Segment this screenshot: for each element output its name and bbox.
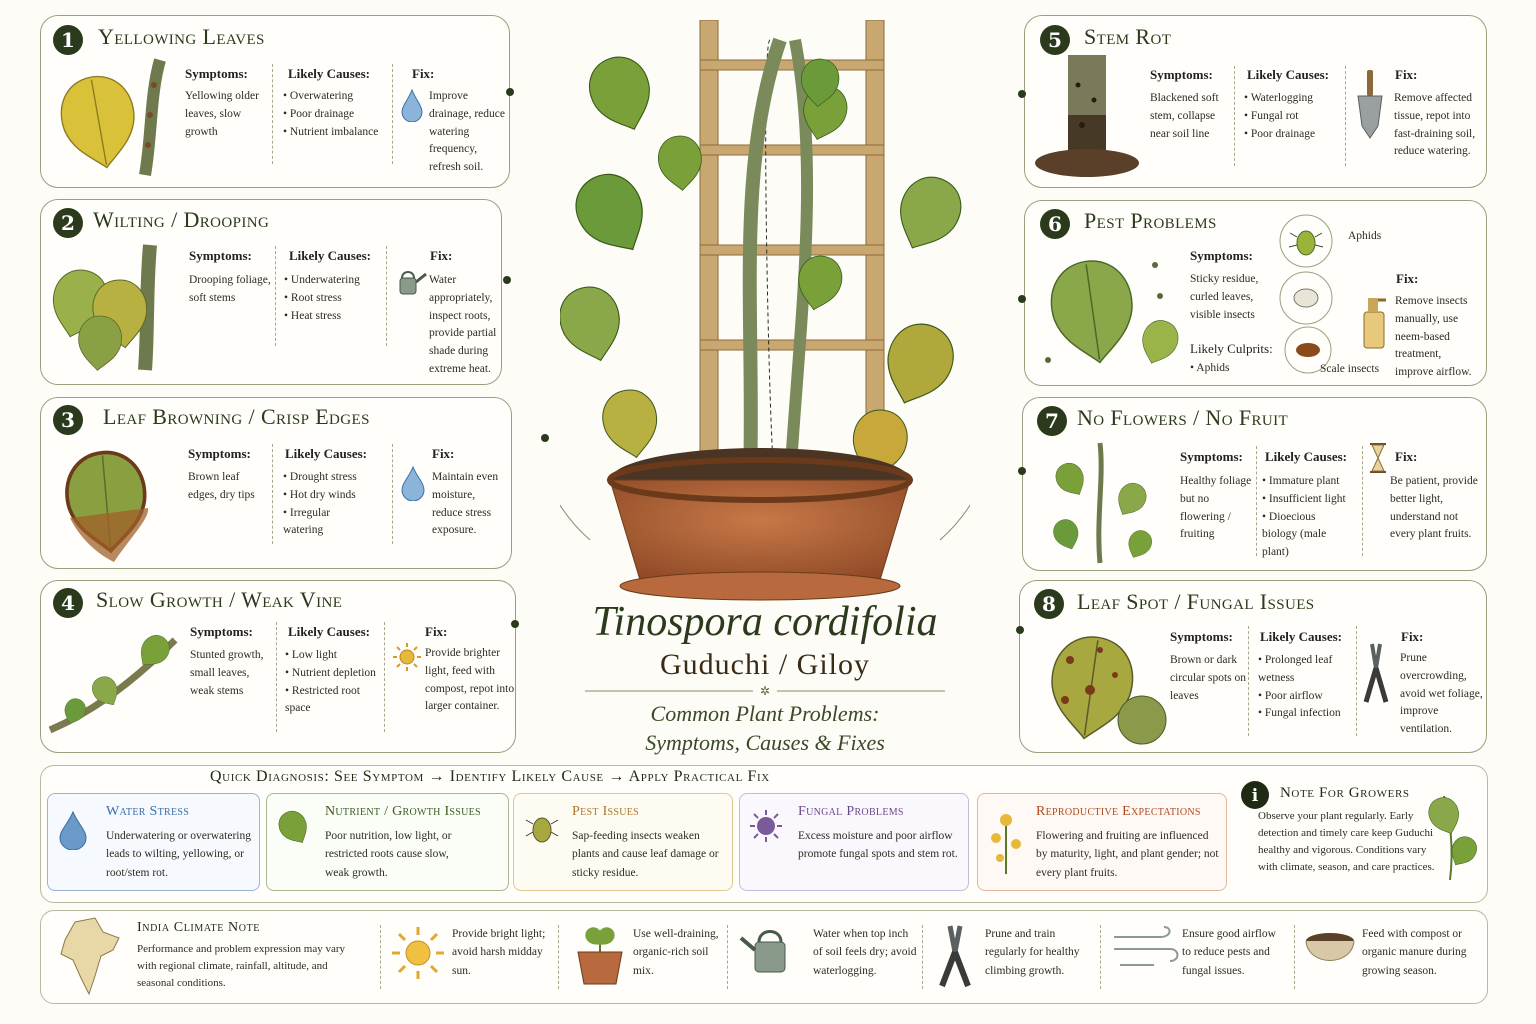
divider bbox=[384, 622, 385, 732]
culprit-item: • Aphids bbox=[1190, 360, 1270, 378]
connector-dot bbox=[511, 620, 519, 628]
cause-item: • Nutrient imbalance bbox=[283, 124, 393, 142]
stem-rot-illustration bbox=[1030, 55, 1140, 180]
divider bbox=[386, 246, 387, 346]
browning-leaf-illustration bbox=[50, 438, 165, 566]
tip-text: Provide bright light; avoid harsh midday sun. bbox=[452, 928, 546, 977]
fix-label: Fix: bbox=[1401, 629, 1424, 644]
causes-list bbox=[1244, 90, 1344, 143]
box-title: Nutrient / Growth Issues bbox=[325, 804, 481, 819]
fix-text: Provide brighter light, feed with compost, repot into larger container. bbox=[425, 647, 515, 713]
subtitle-line: Symptoms, Causes & Fixes bbox=[645, 729, 885, 755]
watering-can-icon bbox=[737, 922, 807, 980]
cause-item: • Prolonged leaf wetness bbox=[1258, 652, 1354, 688]
card-number: 6 bbox=[1040, 209, 1070, 239]
box-title: Reproductive Expectations bbox=[1036, 804, 1201, 819]
causes-list bbox=[283, 88, 393, 141]
card-title: Leaf Spot / Fungal Issues bbox=[1077, 589, 1315, 614]
culprits-list bbox=[1190, 360, 1270, 378]
cause-item: • Waterlogging bbox=[1244, 90, 1344, 108]
causes-list bbox=[283, 469, 393, 540]
water-drop-icon bbox=[58, 810, 88, 850]
card-title: Pest Problems bbox=[1084, 208, 1217, 233]
card-number: 8 bbox=[1034, 589, 1064, 619]
divider bbox=[1256, 446, 1257, 556]
symptoms-label: Symptoms: bbox=[1190, 248, 1253, 263]
connector-dot bbox=[1018, 467, 1026, 475]
cause-item: • Poor drainage bbox=[1244, 126, 1344, 144]
divider bbox=[922, 925, 923, 989]
divider bbox=[1294, 925, 1295, 989]
leaf-icon bbox=[275, 806, 311, 846]
causes-label: Likely Causes: bbox=[1265, 449, 1347, 464]
pruners-icon bbox=[930, 922, 980, 990]
cause-item: • Insufficient light bbox=[1262, 491, 1362, 509]
svg-text:i: i bbox=[1251, 786, 1259, 806]
card-title: Yellowing Leaves bbox=[98, 24, 265, 49]
divider bbox=[1248, 626, 1249, 736]
cause-item: • Irregular watering bbox=[283, 505, 363, 541]
water-drop-icon bbox=[400, 465, 426, 501]
fix-label: Fix: bbox=[425, 624, 448, 639]
divider bbox=[1345, 66, 1346, 166]
connector-dot bbox=[541, 434, 549, 442]
wilting-vine-illustration bbox=[50, 240, 180, 375]
pest-label: Aphids bbox=[1348, 230, 1382, 242]
fix-text: Improve drainage, reduce watering frequency, refresh soil. bbox=[429, 90, 505, 174]
fix-label: Fix: bbox=[1396, 271, 1419, 286]
symptoms-label: Symptoms: bbox=[190, 624, 253, 639]
card-title: No Flowers / No Fruit bbox=[1077, 405, 1289, 430]
leaf-sprig-icon bbox=[1420, 788, 1482, 883]
cause-item: • Poor drainage bbox=[283, 106, 393, 124]
weak-vine-illustration bbox=[45, 620, 185, 740]
tip-text: Use well-draining, organic-rich soil mix. bbox=[633, 928, 719, 977]
symptoms-label: Symptoms: bbox=[189, 248, 252, 263]
ornament-divider bbox=[585, 684, 945, 698]
tip-text: Water when top inch of soil feels dry; avoid waterlogging. bbox=[813, 928, 917, 977]
pruners-icon bbox=[1358, 640, 1394, 706]
india-map-icon bbox=[55, 916, 125, 998]
fix-text: Remove insects manually, use neem-based treatment, improve airflow. bbox=[1395, 295, 1472, 379]
watering-can-icon bbox=[394, 268, 428, 298]
potted-seedling-icon bbox=[572, 922, 628, 986]
fix-label: Fix: bbox=[432, 446, 455, 461]
flower-icon bbox=[986, 806, 1026, 876]
divider bbox=[380, 925, 381, 989]
beetle-icon bbox=[524, 808, 560, 848]
cause-item: • Drought stress bbox=[283, 469, 393, 487]
symptoms-label: Symptoms: bbox=[188, 446, 251, 461]
sun-icon bbox=[390, 925, 446, 981]
connector-dot bbox=[1018, 295, 1026, 303]
cause-item: • Nutrient depletion bbox=[285, 665, 381, 683]
cause-item: • Fungal infection bbox=[1258, 705, 1354, 723]
fix-text: Be patient, provide better light, understand not every plant fruits. bbox=[1390, 475, 1478, 541]
fix-label: Fix: bbox=[1395, 67, 1418, 82]
water-drop-icon bbox=[400, 88, 424, 122]
leaf-spot-illustration bbox=[1030, 620, 1170, 750]
symptoms-text: Yellowing older leaves, slow growth bbox=[185, 90, 259, 138]
fix-label: Fix: bbox=[1395, 449, 1418, 464]
divider bbox=[558, 925, 559, 989]
fix-label: Fix: bbox=[430, 248, 453, 263]
box-text: Excess moisture and poor airflow promote fungal spots and stem rot. bbox=[798, 830, 958, 861]
divider bbox=[276, 622, 277, 732]
symptoms-text: Healthy foliage but no flowering / fruiting bbox=[1180, 475, 1252, 541]
sun-icon bbox=[392, 642, 422, 672]
symptoms-label: Symptoms: bbox=[1150, 67, 1213, 82]
box-title: Water Stress bbox=[106, 804, 190, 819]
symptoms-text: Drooping foliage, soft stems bbox=[189, 274, 271, 304]
tip-text: Ensure good airflow to reduce pests and fungal issues. bbox=[1182, 928, 1276, 977]
divider bbox=[275, 246, 276, 346]
card-title: Slow Growth / Weak Vine bbox=[96, 587, 343, 612]
cause-item: • Heat stress bbox=[284, 308, 384, 326]
card-number: 4 bbox=[53, 588, 83, 618]
causes-label: Likely Causes: bbox=[288, 624, 370, 639]
cause-item: • Dioecious biology (male plant) bbox=[1262, 509, 1332, 562]
cause-item: • Poor airflow bbox=[1258, 688, 1354, 706]
pest-leaf-illustration bbox=[1030, 240, 1180, 380]
card-number: 7 bbox=[1037, 406, 1067, 436]
pest-issues-box bbox=[513, 793, 733, 891]
cause-item: • Root stress bbox=[284, 290, 384, 308]
common-name: Guduchi / Giloy bbox=[660, 648, 870, 681]
yellowing-leaf-illustration bbox=[50, 55, 175, 180]
cause-item: • Restricted root space bbox=[285, 683, 381, 719]
water-stress-box bbox=[47, 793, 260, 891]
divider bbox=[1100, 925, 1101, 989]
nutrient-growth-box bbox=[266, 793, 509, 891]
climate-text: Performance and problem expression may vary with regional climate, rainfall, altitude, and seasonal conditions. bbox=[137, 943, 346, 990]
box-title: Fungal Problems bbox=[798, 804, 904, 819]
causes-list bbox=[284, 272, 384, 325]
climate-title: India Climate Note bbox=[137, 920, 261, 935]
reproductive-expectations-box bbox=[977, 793, 1227, 891]
scientific-name: Tinospora cordifolia bbox=[592, 599, 938, 645]
card-number: 1 bbox=[53, 25, 83, 55]
causes-label: Likely Causes: bbox=[1260, 629, 1342, 644]
causes-label: Likely Causes: bbox=[285, 446, 367, 461]
quick-diagnosis-header: Quick Diagnosis: See Symptom → Identify Likely Cause → Apply Practical Fix bbox=[210, 768, 770, 785]
culprits-label: Likely Culprits: bbox=[1190, 341, 1273, 356]
symptoms-label: Symptoms: bbox=[185, 66, 248, 81]
fungal-spore-icon bbox=[748, 808, 784, 844]
causes-list bbox=[1262, 473, 1362, 562]
aphid-icon bbox=[1278, 213, 1334, 269]
divider bbox=[727, 925, 728, 989]
divider bbox=[1234, 66, 1235, 166]
hourglass-icon bbox=[1368, 442, 1388, 474]
fix-text: Remove affected tissue, repot into fast-draining soil, reduce watering. bbox=[1394, 92, 1476, 158]
cause-item: • Hot dry winds bbox=[283, 487, 393, 505]
causes-label: Likely Causes: bbox=[1247, 67, 1329, 82]
tip-text: Feed with compost or organic manure during growing season. bbox=[1362, 928, 1467, 977]
scale-insect-icon bbox=[1278, 270, 1334, 326]
connector-dot bbox=[1018, 90, 1026, 98]
cause-item: • Fungal rot bbox=[1244, 108, 1344, 126]
connector-dot bbox=[506, 88, 514, 96]
card-title: Wilting / Drooping bbox=[93, 207, 270, 232]
box-title: Pest Issues bbox=[572, 804, 640, 819]
subtitle-line: Common Plant Problems: bbox=[650, 701, 880, 726]
cause-item: • Low light bbox=[285, 647, 381, 665]
compost-bowl-icon bbox=[1302, 925, 1358, 977]
divider bbox=[272, 444, 273, 544]
pest-label: Scale insects bbox=[1320, 363, 1380, 375]
card-number: 3 bbox=[53, 405, 83, 435]
trowel-icon bbox=[1352, 68, 1388, 140]
tip-text: Prune and train regularly for healthy climbing growth. bbox=[985, 928, 1080, 977]
fix-text: Maintain even moisture, reduce stress exposure. bbox=[432, 471, 499, 537]
divider bbox=[272, 64, 273, 164]
causes-label: Likely Causes: bbox=[289, 248, 371, 263]
card-number: 5 bbox=[1040, 25, 1070, 55]
wind-icon bbox=[1110, 925, 1182, 975]
card-title: Stem Rot bbox=[1084, 24, 1172, 49]
connector-dot bbox=[503, 276, 511, 284]
fungal-problems-box bbox=[739, 793, 969, 891]
subtitle bbox=[560, 700, 970, 757]
svg-text:✲: ✲ bbox=[759, 684, 771, 698]
box-text: Poor nutrition, low light, or restricted roots cause slow, weak growth. bbox=[325, 830, 452, 879]
divider bbox=[1356, 626, 1357, 736]
cause-item: • Underwatering bbox=[284, 272, 384, 290]
note-text: Observe your plant regularly. Early detection and timely care keep Guduchi healthy and vigorous. Conditions vary with climate, season, and care practices. bbox=[1258, 810, 1435, 874]
symptoms-text: Blackened soft stem, collapse near soil line bbox=[1150, 92, 1219, 140]
symptoms-text: Stunted growth, small leaves, weak stems bbox=[190, 649, 264, 697]
cause-item: • Immature plant bbox=[1262, 473, 1362, 491]
symptoms-text: Brown or dark circular spots on leaves bbox=[1170, 654, 1247, 702]
note-title: Note For Growers bbox=[1280, 785, 1410, 801]
causes-list bbox=[285, 647, 381, 718]
info-icon bbox=[1240, 780, 1270, 810]
no-fruit-vine-illustration bbox=[1030, 438, 1170, 566]
causes-label: Likely Causes: bbox=[288, 66, 370, 81]
card-title: Leaf Browning / Crisp Edges bbox=[103, 404, 370, 429]
fix-text: Prune overcrowding, avoid wet foliage, improve ventilation. bbox=[1400, 652, 1483, 736]
symptoms-label: Symptoms: bbox=[1180, 449, 1243, 464]
fix-text: Water appropriately, inspect roots, provide partial shade during extreme heat. bbox=[429, 274, 497, 376]
divider bbox=[392, 444, 393, 544]
symptoms-text: Brown leaf edges, dry tips bbox=[188, 471, 255, 501]
divider bbox=[1362, 446, 1363, 556]
card-number: 2 bbox=[53, 208, 83, 238]
symptoms-label: Symptoms: bbox=[1170, 629, 1233, 644]
box-text: Sap-feeding insects weaken plants and cause leaf damage or sticky residue. bbox=[572, 830, 719, 879]
divider bbox=[392, 64, 393, 164]
box-text: Underwatering or overwatering leads to wilting, yellowing, or root/stem rot. bbox=[106, 830, 251, 879]
cause-item: • Overwatering bbox=[283, 88, 393, 106]
fix-label: Fix: bbox=[412, 66, 435, 81]
box-text: Flowering and fruiting are influenced by maturity, light, and plant gender; not every plant fruits. bbox=[1036, 830, 1219, 879]
causes-list bbox=[1258, 652, 1354, 723]
symptoms-text: Sticky residue, curled leaves, visible insects bbox=[1190, 273, 1259, 321]
connector-dot bbox=[1016, 626, 1024, 634]
spray-bottle-icon bbox=[1356, 292, 1390, 350]
